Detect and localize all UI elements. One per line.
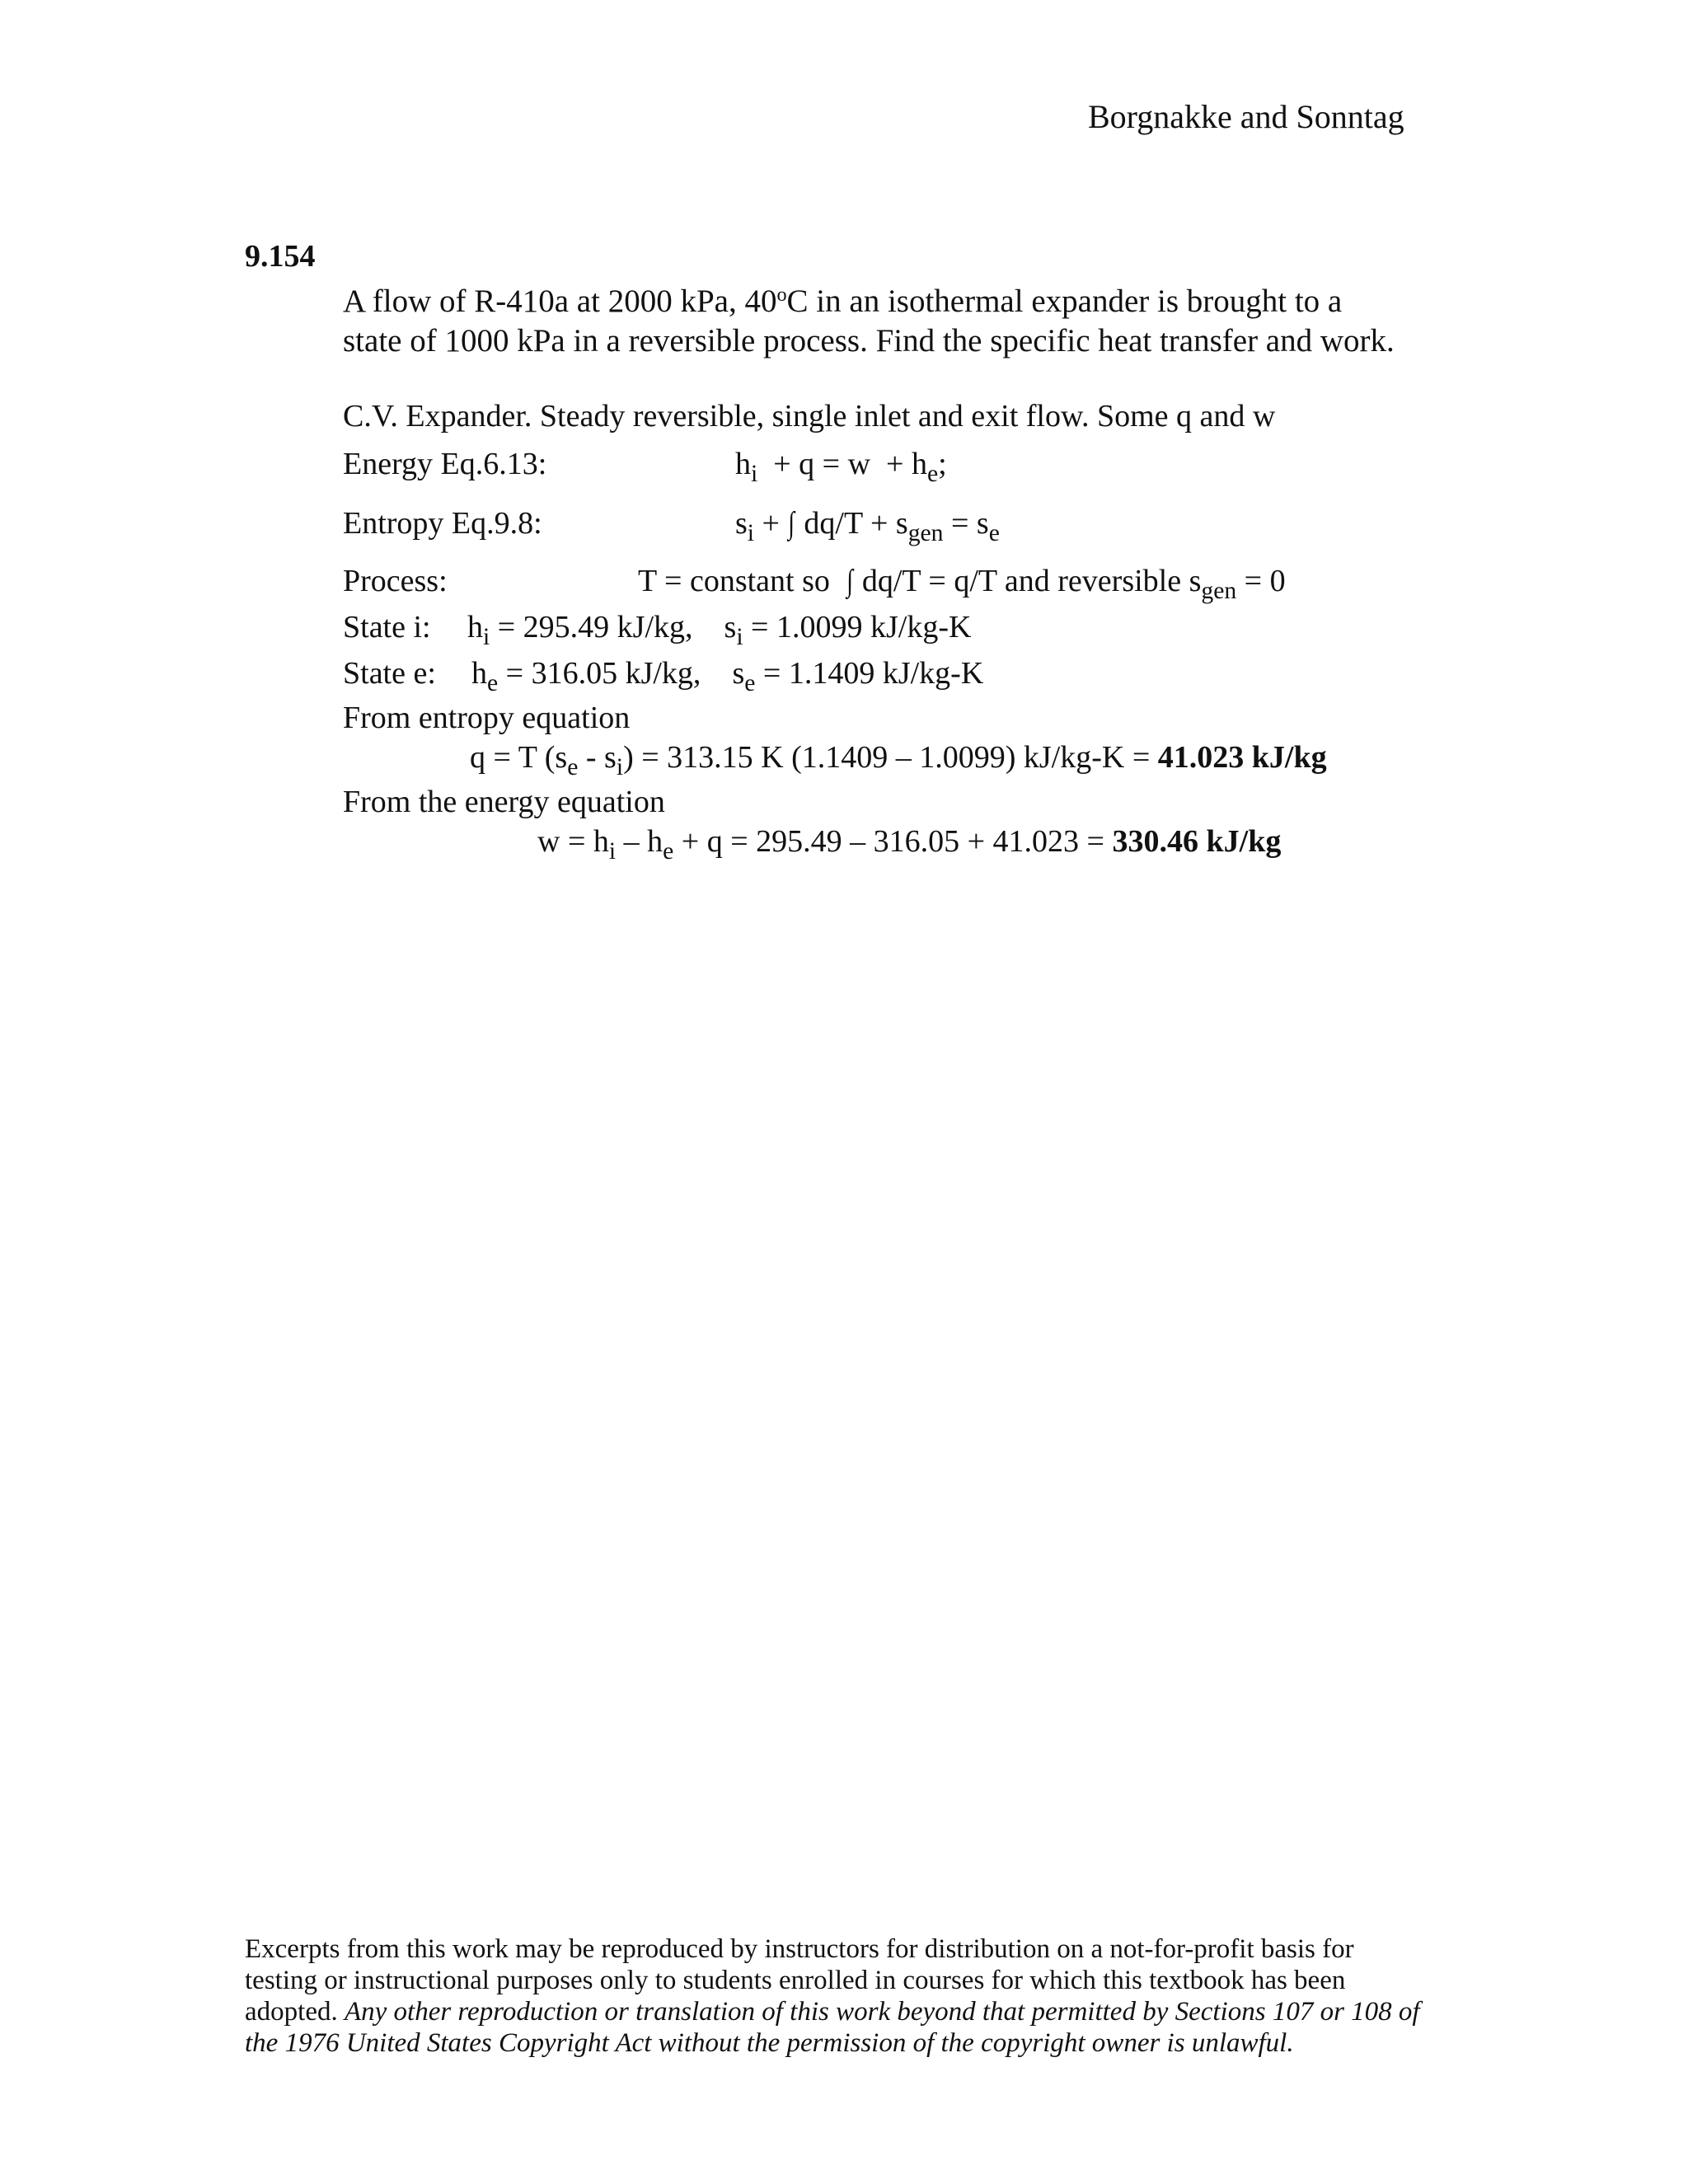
w-equation: $w = h_i - h_e + q = 295.49 - 316.05 + 41.023 = 330.46$ kJ/kg <box>537 824 1282 865</box>
copyright-footer <box>245 1933 1423 2059</box>
process-b: dq/T = q/T and reversible s <box>861 564 1202 598</box>
integral-sign: ∫ <box>846 564 854 598</box>
problem-statement-line2: state of 1000 kPa in a reversible process. Find the specific heat transfer and work. <box>343 323 1395 359</box>
from-entropy-label: From entropy equation <box>343 701 631 735</box>
problem-statement-line1 <box>343 285 1342 317</box>
process-label: Process: <box>343 564 448 598</box>
q-equation: q = T $(s_e - s_i) = 313.15$ K (1.1409 – 1.0099) kJ/kg-K = 41.023 kJ/kg <box>470 740 1327 781</box>
cv-line: C.V. Expander. Steady reversible, single inlet and exit flow. Some q and w <box>343 399 1276 434</box>
energy-equation: $h_i + q = w + h_e$; <box>735 447 947 488</box>
process-equation <box>638 564 1286 605</box>
w-result: 330.46 kJ/kg <box>1112 824 1282 859</box>
state-e-label: State e: <box>343 656 436 691</box>
entropy-equation: $s_i$ + ∫ $dq/T + s_{gen} = s_e$ <box>735 506 1000 547</box>
problem-number: 9.154 <box>245 239 316 274</box>
gen-subscript: gen <box>1201 578 1237 605</box>
degree-symbol: o <box>776 283 787 306</box>
process-a: T = constant so <box>638 564 830 598</box>
state-i-values: $h_i = 295.49$ kJ/kg, $s_i = 1.0099$ kJ/kg-K <box>467 610 972 651</box>
footer-normal: Excerpts from this work may be reproduced by instructors for distribution on a not-for-profit basis for testing or instructional purposes only to students enrolled in courses for which this textbook has been adopted. <box>245 1934 1354 2027</box>
state-e-values: $h_e = 316.05$ kJ/kg, $s_e = 1.1409$ kJ/kg-K <box>471 656 984 697</box>
process-c: = 0 <box>1236 564 1286 598</box>
entropy-label: Entropy Eq.9.8: <box>343 506 542 541</box>
footer-italic: Any other reproduction or translation of this work beyond that permitted by Sections 107 or 108 of the 1976 United States Copyright Act without the permission of the copyright owner is unlawful. <box>245 1997 1420 2058</box>
from-energy-label: From the energy equation <box>343 785 665 819</box>
header-authors: Borgnakke and Sonntag <box>1088 98 1404 135</box>
state-i-label: State i: <box>343 610 431 644</box>
statement-text-end: C in an isothermal expander is brought to a <box>786 284 1343 319</box>
energy-label: Energy Eq.6.13: <box>343 447 547 481</box>
q-result: 41.023 kJ/kg <box>1157 740 1327 775</box>
statement-text: A flow of R-410a at 2000 kPa, 40 <box>343 284 777 319</box>
